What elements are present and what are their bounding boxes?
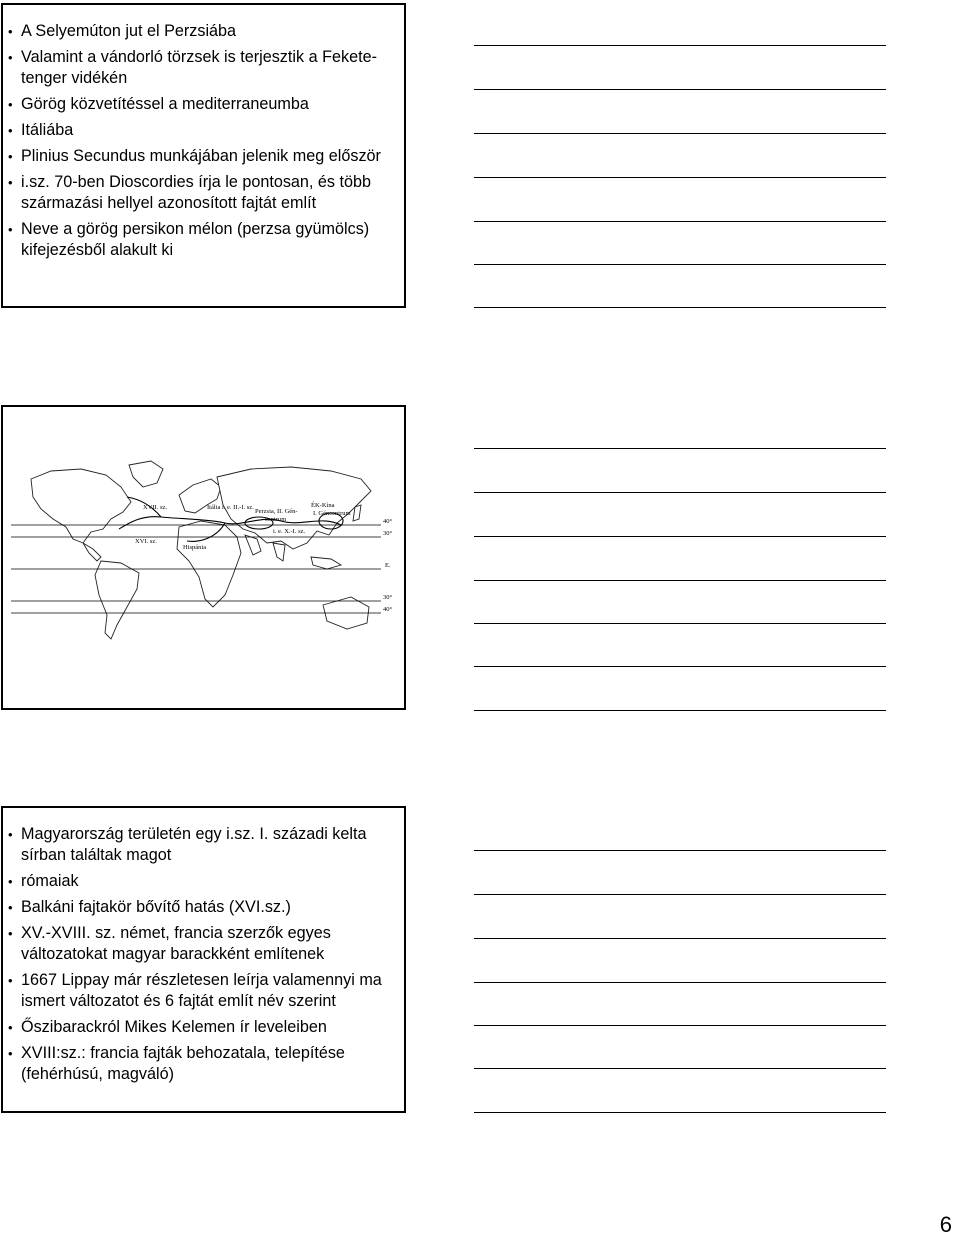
map-label: Itália i. e. II.-I. sz. (207, 504, 254, 511)
map-label: 30° (383, 530, 393, 537)
bullet-item: • XV.-XVIII. sz. német, francia szerzők egyes változatokat magyar barackként említenek (3, 923, 404, 965)
bullet-item: • A Selyemúton jut el Perzsiába (3, 21, 404, 42)
bullet-item: • Magyarország területén egy i.sz. I. századi kelta sírban találtak magot (3, 824, 404, 866)
bullet-item: • Valamint a vándorló törzsek is terjesztik a Fekete-tenger vidékén (3, 47, 404, 89)
map-label: 30° (383, 594, 393, 601)
bullet-item: • Plinius Secundus munkájában jelenik meg először (3, 146, 404, 167)
map-label: I. Géncentrum (313, 510, 351, 517)
note-line (474, 492, 886, 493)
slide-2 (1, 405, 406, 710)
map-label: E. (385, 562, 391, 569)
note-line (474, 894, 886, 895)
page-number: 6 (939, 1212, 952, 1237)
note-line (474, 710, 886, 711)
note-line (474, 448, 886, 449)
map-label: 40° (383, 518, 393, 525)
note-line (474, 1068, 886, 1069)
world-map (11, 457, 399, 667)
note-line (474, 307, 886, 308)
bullet-item: • Neve a görög persikon mélon (perzsa gyümölcs) kifejezésből alakult ki (3, 219, 404, 261)
map-label: XVI. sz. (135, 538, 157, 545)
map-label: Hispánia (183, 544, 207, 551)
bullet-item: • Balkáni fajtakör bővítő hatás (XVI.sz.) (3, 897, 404, 918)
bullet-item: • i.sz. 70-ben Dioscordies írja le pontosan, és több származási hellyel azonosított fajtát említ (3, 172, 404, 214)
note-line (474, 221, 886, 222)
bullet-item: • rómaiak (3, 871, 404, 892)
note-line (474, 938, 886, 939)
note-line (474, 45, 886, 46)
note-line (474, 1025, 886, 1026)
slide-1 (1, 3, 406, 308)
note-line (474, 177, 886, 178)
note-line (474, 850, 886, 851)
note-line (474, 580, 886, 581)
map-label: Perzsia, II. Gén- (255, 508, 298, 515)
map-label: ÉK-Kína (311, 502, 335, 509)
note-line (474, 264, 886, 265)
map-label: centrum (265, 516, 287, 523)
bullet-item: • Itáliába (3, 120, 404, 141)
bullet-item: • XVIII:sz.: francia fajták behozatala, telepítése (fehérhúsú, magváló) (3, 1043, 404, 1085)
world-map-image (11, 457, 399, 667)
bullet-item: • Őszibarackról Mikes Kelemen ír leveleiben (3, 1017, 404, 1038)
bullet-item: • 1667 Lippay már részletesen leírja valamennyi ma ismert változatot és 6 fajtát említ név szerint (3, 970, 404, 1012)
map-label: XVII. sz. (143, 504, 168, 511)
note-line (474, 133, 886, 134)
slide-3-bullet-list (3, 824, 404, 1090)
note-line (474, 666, 886, 667)
map-label: 40° (383, 606, 393, 613)
note-line (474, 1112, 886, 1113)
note-line (474, 982, 886, 983)
bullet-item: • Görög közvetítéssel a mediterraneumba (3, 94, 404, 115)
slide-3 (1, 806, 406, 1113)
note-line (474, 623, 886, 624)
note-line (474, 536, 886, 537)
note-line (474, 89, 886, 90)
map-label: i. e. X.-I. sz. (273, 528, 306, 535)
slide-1-bullet-list (3, 21, 404, 266)
